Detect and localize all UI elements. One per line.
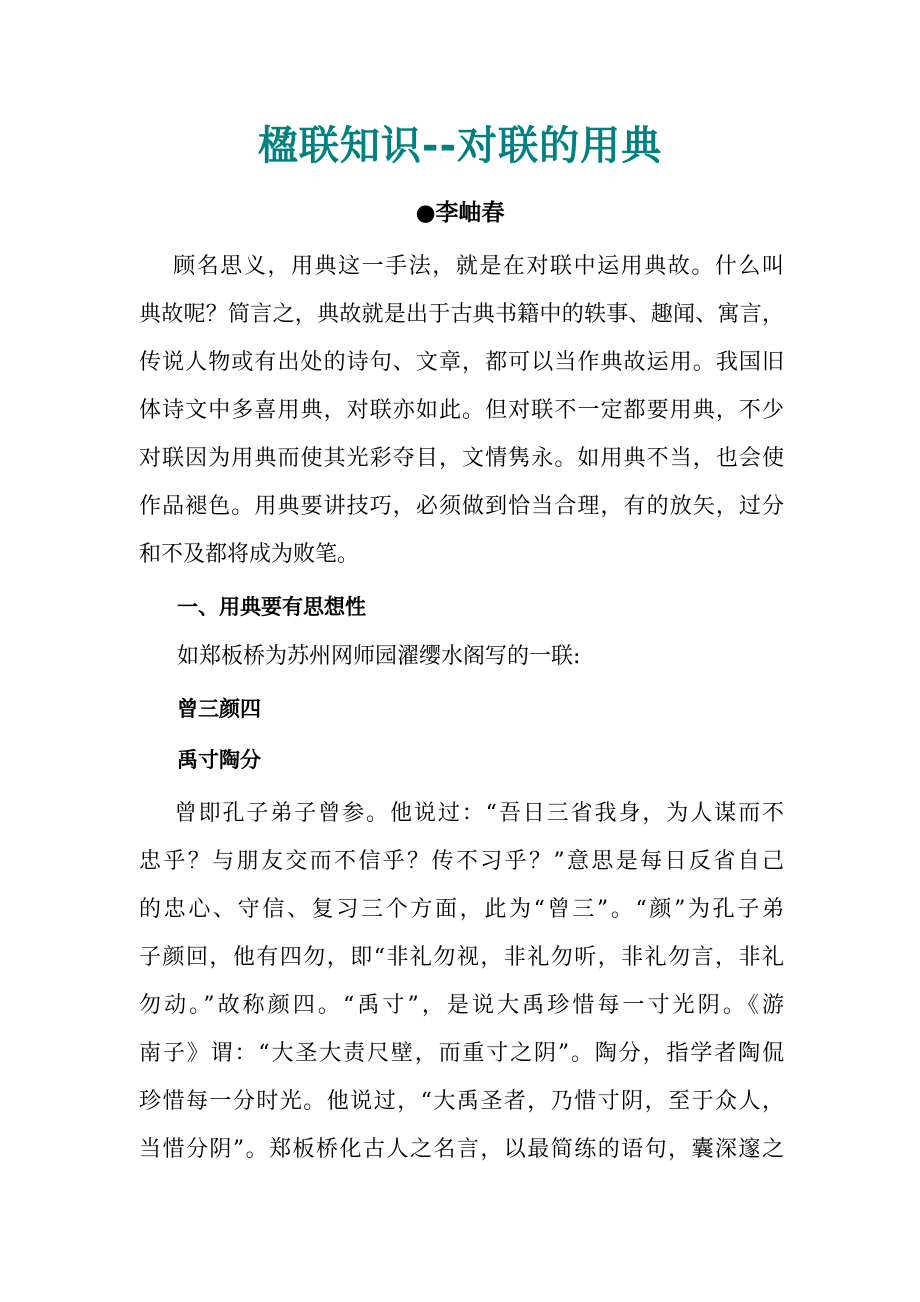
paragraph-line: 传说人物或有出处的诗句、文章，都可以当作典故运用。我国旧: [139, 350, 784, 375]
paragraph-line: 的忠心、守信、复习三个方面，此为“曾三”。“颜”为孔子弟: [139, 897, 784, 922]
paragraph-line: 当惜分阴”。郑板桥化古人之名言，以最简练的语句，囊深邃之: [139, 1137, 784, 1162]
paragraph-line: 顾名思义，用典这一手法，就是在对联中运用典故。什么叫: [139, 254, 784, 279]
explanation-paragraph: [139, 790, 784, 1174]
paragraph-line: 对联因为用典而使其光彩夺目，文情隽永。如用典不当，也会使: [139, 446, 784, 471]
couplet-line: 曾三颜四: [177, 697, 261, 721]
paragraph-line: 南子》谓：“大圣大责尺壁，而重寸之阴”。陶分，指学者陶侃: [139, 1041, 784, 1066]
paragraph-line: 典故呢？简言之，典故就是出于古典书籍中的轶事、趣闻、寓言，: [139, 302, 784, 327]
paragraph-line: 子颜回，他有四勿，即“非礼勿视，非礼勿听，非礼勿言，非礼: [139, 945, 784, 970]
paragraph-line: 和不及都将成为败笔。: [139, 542, 360, 567]
paragraph-line: 体诗文中多喜用典，对联亦如此。但对联不一定都要用典，不少: [139, 398, 784, 423]
paragraph-line: 曾即孔子弟子曾参。他说过：“吾日三省我身，为人谋而不: [139, 801, 784, 826]
paragraph-line: 作品褪色。用典要讲技巧，必须做到恰当合理，有的放矢，过分: [139, 494, 784, 519]
couplet-line: 禹寸陶分: [177, 748, 261, 772]
section-heading: 一、用典要有思想性: [177, 595, 366, 619]
intro-paragraph: [139, 243, 784, 579]
document-title: 楹联知识--对联的用典: [257, 123, 663, 169]
example-intro: 如郑板桥为苏州网师园濯缨水阁写的一联:: [177, 644, 581, 669]
paragraph-line: 勿动。”故称颜四。“禹寸”，是说大禹珍惜每一寸光阴。《游: [139, 993, 784, 1018]
paragraph-line: 珍惜每一分时光。他说过，“大禹圣者，乃惜寸阴，至于众人，: [139, 1089, 784, 1114]
author-line: ●李岫春: [415, 200, 505, 226]
paragraph-line: 忠乎？与朋友交而不信乎？传不习乎？”意思是每日反省自己: [139, 849, 784, 874]
